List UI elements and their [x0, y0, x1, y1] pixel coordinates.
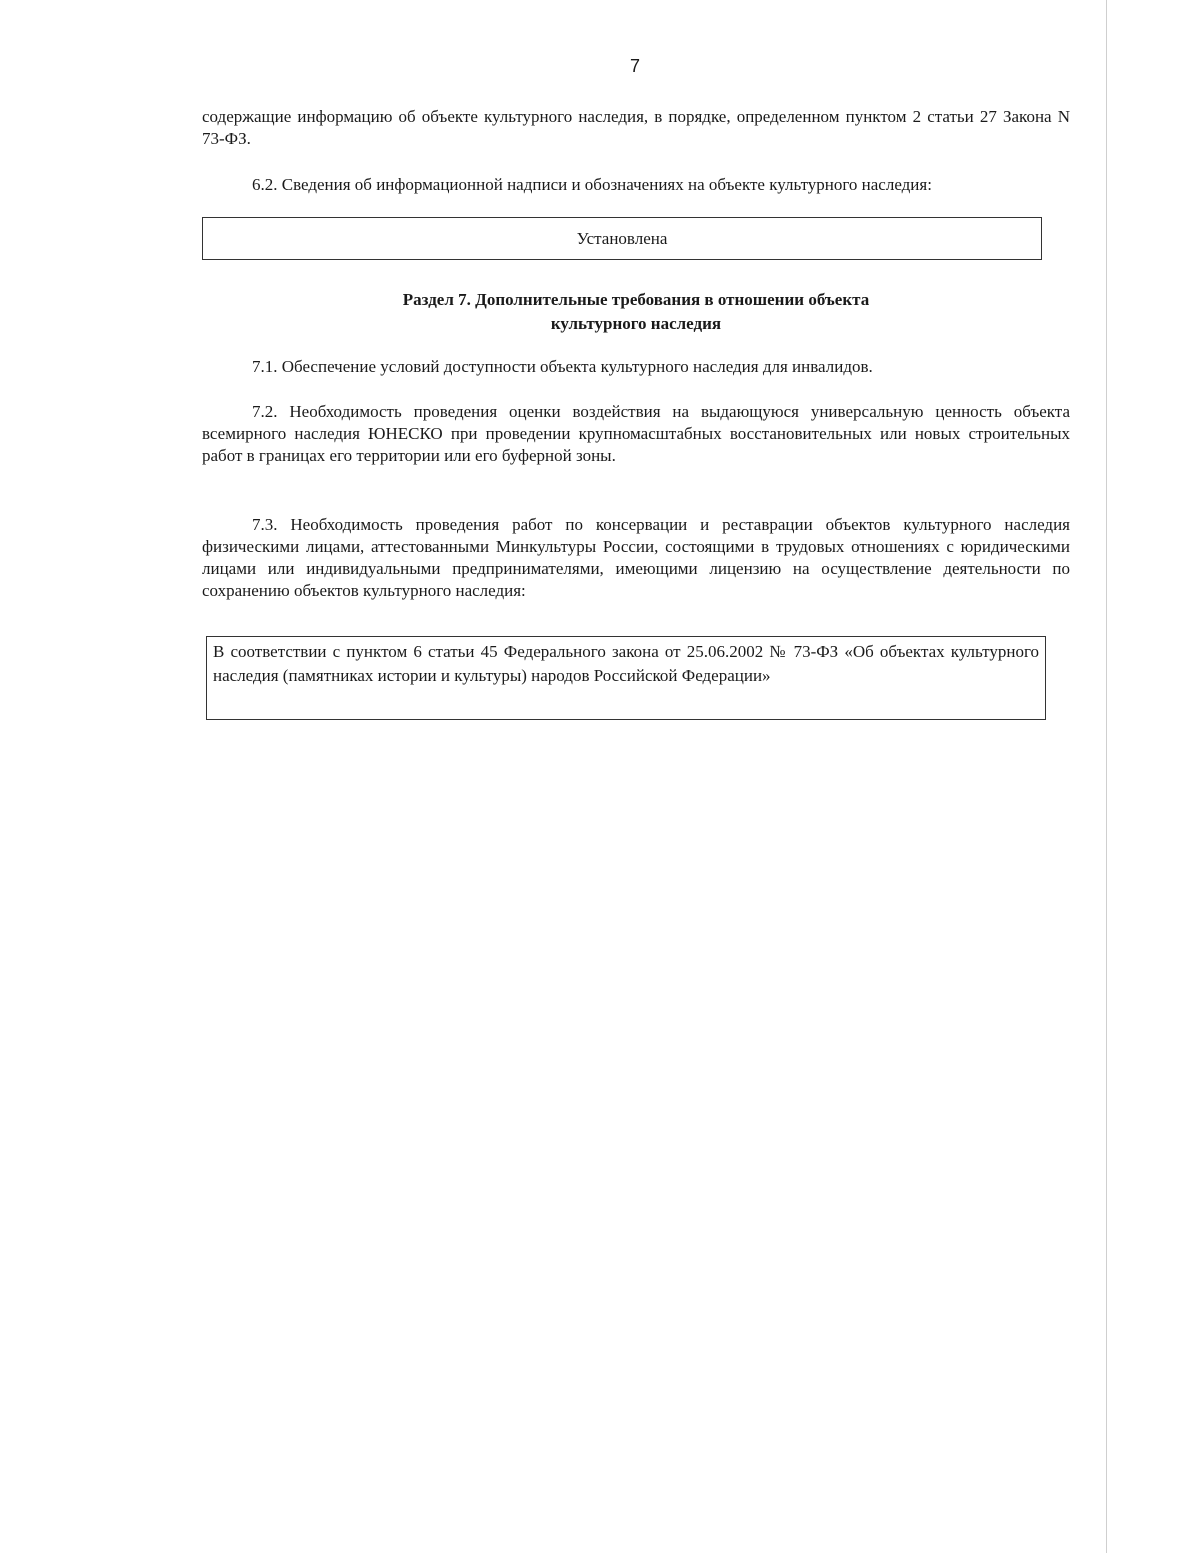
section-7-heading: [202, 288, 1070, 336]
conservation-requirement-box: [206, 636, 1046, 720]
paragraph-6-2: 6.2. Сведения об информационной надписи и обозначениях на объекте культурного наследия:: [252, 175, 932, 194]
paragraph-7-2: 7.2. Необходимость проведения оценки воздействия на выдающуюся универсальную ценность объекта всемирного наследия ЮНЕСКО при проведении крупномасштабных восстановительных или новых строительных работ в границах его территории или его буферной зоны.: [202, 402, 1070, 465]
page-edge-line: [1106, 0, 1107, 1553]
paragraph-7-1: 7.1. Обеспечение условий доступности объекта культурного наследия для инвалидов.: [252, 357, 873, 376]
info-inscription-value: Установлена: [576, 228, 668, 248]
conservation-requirement-text: В соответствии с пунктом 6 статьи 45 Федерального закона от 25.06.2002 № 73-ФЗ «Об объектах культурного наследия (памятниках истории и культуры) народов Российской Федерации»: [213, 642, 1039, 685]
section-7-heading-line2: культурного наследия: [550, 314, 722, 333]
paragraph-intro: содержащие информацию об объекте культурного наследия, в порядке, определенном пунктом 2 статьи 27 Закона N 73-ФЗ.: [202, 107, 1070, 148]
section-7-heading-line1: Раздел 7. Дополнительные требования в отношении объекта: [402, 290, 870, 309]
info-inscription-box: [202, 217, 1042, 260]
paragraph-7-3: 7.3. Необходимость проведения работ по консервации и реставрации объектов культурного наследия физическими лицами, аттестованными Минкультуры России, состоящими в трудовых отношениях с юридическими лицами или индивидуальными предпринимателями, имеющими лицензию на осуществление деятельности по сохранению объектов культурного наследия:: [202, 515, 1070, 600]
page-number: 7: [629, 56, 640, 76]
